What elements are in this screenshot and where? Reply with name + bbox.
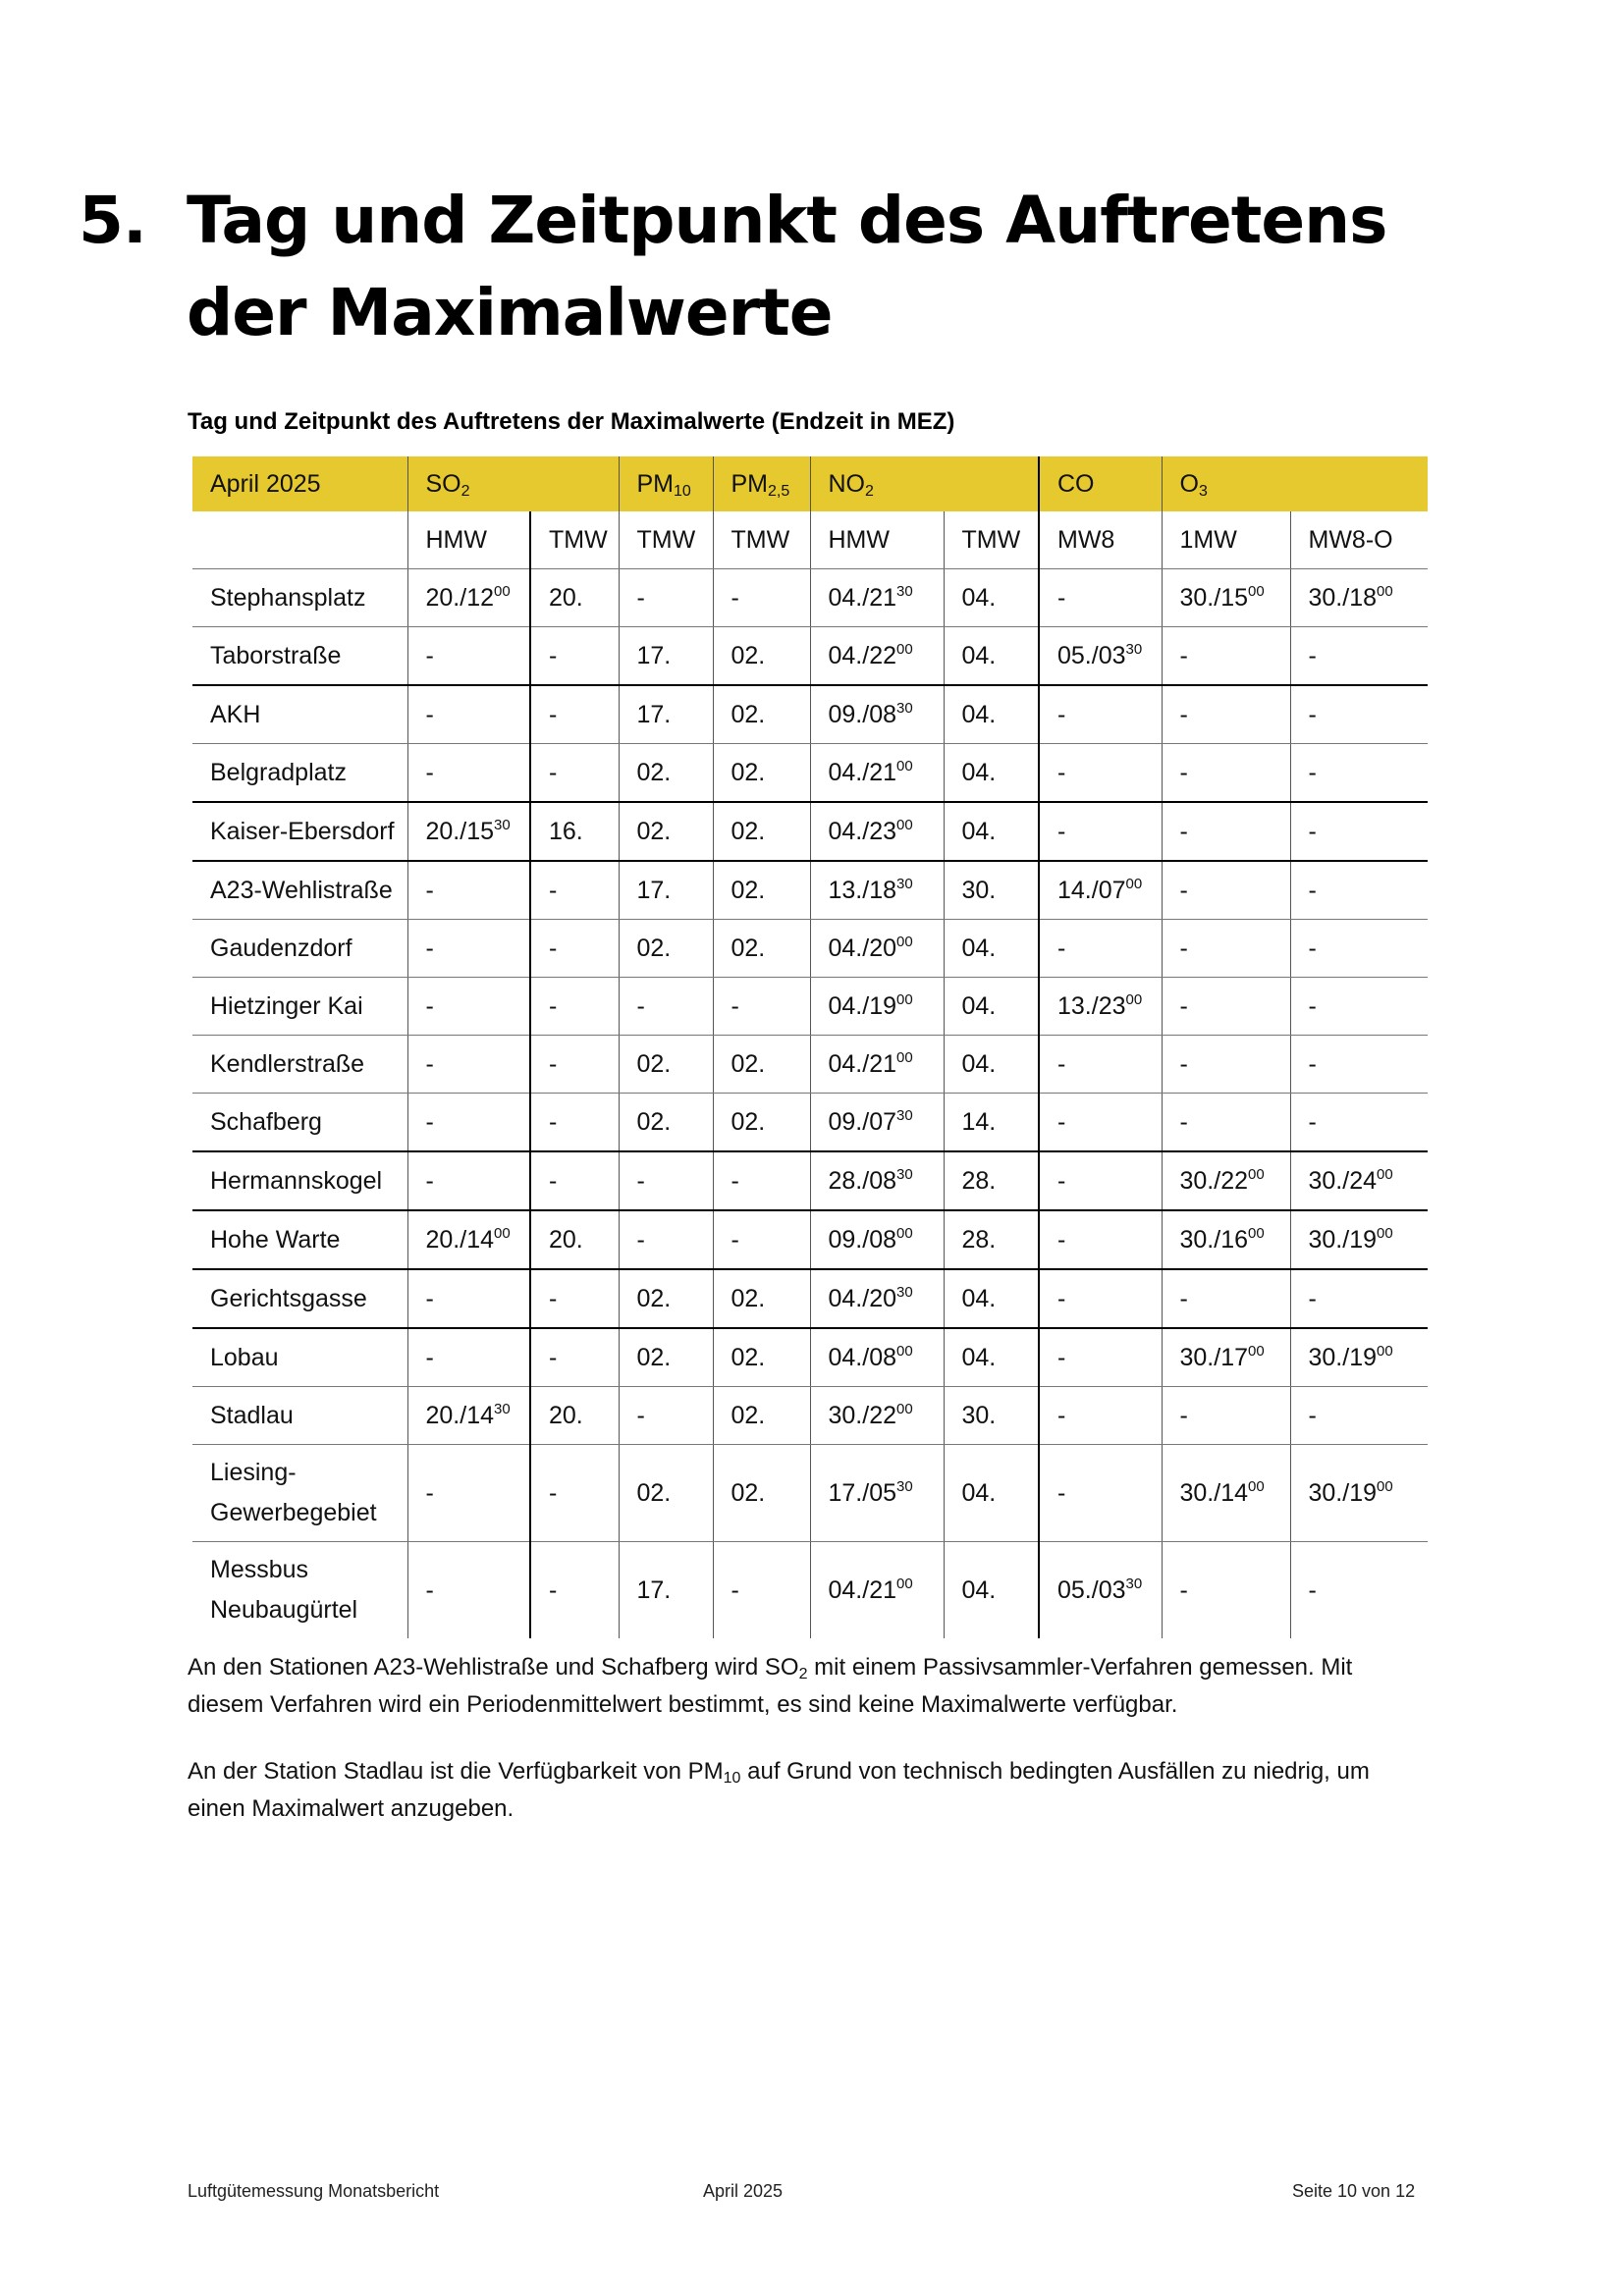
value-cell: $13./18^{30}$: [810, 861, 944, 920]
value-cell: -: [619, 1387, 713, 1445]
table-row: [192, 1151, 1428, 1210]
value-cell: -: [1039, 1210, 1162, 1269]
value-cell: $30./19^{00}$: [1290, 1328, 1428, 1387]
value-cell: $04./22^{00}$: [810, 627, 944, 686]
table-row: [192, 1387, 1428, 1445]
value-cell: 02.: [713, 802, 810, 861]
value-cell: 04.: [944, 1036, 1039, 1094]
value-cell: -: [1290, 1269, 1428, 1328]
value-cell: -: [407, 1151, 530, 1210]
measure-header: TMW: [530, 511, 619, 569]
value-cell: -: [1290, 744, 1428, 803]
table-row: [192, 627, 1428, 686]
pollutant-header-so2: $SO_2$: [407, 456, 619, 511]
value-cell: -: [530, 1269, 619, 1328]
station-name: Hermannskogel: [192, 1151, 407, 1210]
value-cell: -: [530, 1445, 619, 1542]
pollutant-header-row: [192, 456, 1428, 511]
value-cell: -: [407, 1036, 530, 1094]
table-row: [192, 1210, 1428, 1269]
value-cell: -: [530, 978, 619, 1036]
value-cell: -: [530, 1094, 619, 1152]
value-cell: -: [713, 978, 810, 1036]
value-cell: -: [530, 1542, 619, 1639]
value-cell: -: [407, 1542, 530, 1639]
value-cell: 28.: [944, 1151, 1039, 1210]
station-name: Schafberg: [192, 1094, 407, 1152]
value-cell: 02.: [713, 861, 810, 920]
value-cell: -: [1039, 1328, 1162, 1387]
empty-header-cell: [192, 511, 407, 569]
value-cell: 02.: [619, 920, 713, 978]
station-name: Stadlau: [192, 1387, 407, 1445]
note-paragraph-pm10: An der Station Stadlau ist die Verfügbarkeit von $PM_{10}$ auf Grund von technisch bedingten Ausfällen zu niedrig, um einen Maximalwert anzugeben.: [188, 1758, 1370, 1822]
value-cell: 16.: [530, 802, 619, 861]
value-cell: 02.: [713, 1387, 810, 1445]
value-cell: -: [407, 920, 530, 978]
value-cell: $28./08^{30}$: [810, 1151, 944, 1210]
value-cell: 02.: [619, 744, 713, 803]
value-cell: -: [1039, 1387, 1162, 1445]
value-cell: -: [1162, 861, 1290, 920]
footer-page-number: Seite 10 von 12: [1292, 2181, 1416, 2201]
value-cell: $04./21^{00}$: [810, 744, 944, 803]
value-cell: 02.: [619, 1094, 713, 1152]
value-cell: -: [407, 1094, 530, 1152]
value-cell: -: [713, 1210, 810, 1269]
value-cell: 04.: [944, 1328, 1039, 1387]
value-cell: $30./15^{00}$: [1162, 569, 1290, 627]
value-cell: 04.: [944, 1542, 1039, 1639]
station-name: Liesing-Gewerbegebiet: [192, 1445, 407, 1542]
value-cell: -: [1290, 861, 1428, 920]
value-cell: -: [1290, 978, 1428, 1036]
section-number: 5.: [79, 183, 146, 258]
value-cell: 14.: [944, 1094, 1039, 1152]
value-cell: $30./17^{00}$: [1162, 1328, 1290, 1387]
value-cell: -: [530, 1036, 619, 1094]
table-row: [192, 920, 1428, 978]
value-cell: -: [1162, 685, 1290, 744]
value-cell: -: [1290, 802, 1428, 861]
section-title: Tag und Zeitpunkt des Auftretens der Maximalwerte: [187, 183, 1387, 350]
value-cell: 02.: [713, 744, 810, 803]
value-cell: 02.: [713, 1328, 810, 1387]
pollutant-header-pm25: $PM_{2,5}$: [713, 456, 810, 511]
value-cell: -: [1290, 1094, 1428, 1152]
pollutant-header-pm10: $PM_{10}$: [619, 456, 713, 511]
value-cell: $30./22^{00}$: [1162, 1151, 1290, 1210]
value-cell: -: [1162, 627, 1290, 686]
value-cell: 02.: [713, 685, 810, 744]
value-cell: -: [1039, 1094, 1162, 1152]
value-cell: 20.: [530, 1387, 619, 1445]
value-cell: $04./20^{30}$: [810, 1269, 944, 1328]
value-cell: -: [1039, 802, 1162, 861]
value-cell: -: [713, 1151, 810, 1210]
value-cell: -: [619, 1210, 713, 1269]
measure-header: MW8: [1039, 511, 1162, 569]
value-cell: -: [1039, 920, 1162, 978]
value-cell: -: [407, 1445, 530, 1542]
value-cell: -: [1290, 627, 1428, 686]
value-cell: -: [619, 569, 713, 627]
value-cell: 04.: [944, 685, 1039, 744]
measure-header-row: [192, 511, 1428, 569]
value-cell: 30.: [944, 1387, 1039, 1445]
value-cell: -: [407, 861, 530, 920]
value-cell: -: [1039, 1036, 1162, 1094]
value-cell: -: [1039, 1269, 1162, 1328]
value-cell: $30./19^{00}$: [1290, 1445, 1428, 1542]
table-row: [192, 802, 1428, 861]
value-cell: -: [1162, 1387, 1290, 1445]
value-cell: 17.: [619, 1542, 713, 1639]
value-cell: $04./23^{00}$: [810, 802, 944, 861]
table-row: [192, 1094, 1428, 1152]
value-cell: -: [1290, 685, 1428, 744]
value-cell: -: [530, 861, 619, 920]
table-caption: Tag und Zeitpunkt des Auftretens der Maximalwerte (Endzeit in MEZ): [188, 408, 955, 435]
value-cell: 02.: [619, 1445, 713, 1542]
pollutant-header-co: CO: [1039, 456, 1162, 511]
value-cell: -: [619, 978, 713, 1036]
table-body: [192, 569, 1428, 1639]
measure-header: TMW: [619, 511, 713, 569]
value-cell: -: [713, 569, 810, 627]
value-cell: -: [1039, 1445, 1162, 1542]
value-cell: $04./21^{00}$: [810, 1542, 944, 1639]
value-cell: 04.: [944, 978, 1039, 1036]
value-cell: $20./14^{00}$: [407, 1210, 530, 1269]
value-cell: $30./24^{00}$: [1290, 1151, 1428, 1210]
pollutant-header-no2: $NO_2$: [810, 456, 1039, 511]
value-cell: -: [530, 1328, 619, 1387]
value-cell: -: [619, 1151, 713, 1210]
value-cell: 17.: [619, 627, 713, 686]
station-name: Hohe Warte: [192, 1210, 407, 1269]
value-cell: -: [1162, 802, 1290, 861]
value-cell: $30./19^{00}$: [1290, 1210, 1428, 1269]
value-cell: -: [407, 1269, 530, 1328]
value-cell: $05./03^{30}$: [1039, 627, 1162, 686]
value-cell: 02.: [713, 920, 810, 978]
value-cell: 02.: [619, 1328, 713, 1387]
value-cell: 20.: [530, 569, 619, 627]
value-cell: -: [530, 744, 619, 803]
value-cell: 20.: [530, 1210, 619, 1269]
table-row: [192, 1542, 1428, 1639]
value-cell: -: [407, 627, 530, 686]
value-cell: 17.: [619, 861, 713, 920]
value-cell: 28.: [944, 1210, 1039, 1269]
value-cell: 04.: [944, 569, 1039, 627]
value-cell: -: [1039, 569, 1162, 627]
station-name: Messbus Neubaugürtel: [210, 1556, 358, 1624]
value-cell: -: [1162, 744, 1290, 803]
value-cell: -: [1039, 744, 1162, 803]
footer-month: April 2025: [703, 2181, 784, 2201]
value-cell: $30./22^{00}$: [810, 1387, 944, 1445]
value-cell: $30./16^{00}$: [1162, 1210, 1290, 1269]
value-cell: -: [1290, 1036, 1428, 1094]
note-paragraph-so2: An den Stationen A23-Wehlistraße und Schafberg wird $SO_2$ mit einem Passivsammler-Verfahren gemessen. Mit diesem Verfahren wird ein Periodenmittelwert bestimmt, es sind keine Maximalwerte verfügbar.: [188, 1654, 1353, 1718]
value-cell: 02.: [713, 1036, 810, 1094]
station-name: Hietzinger Kai: [192, 978, 407, 1036]
value-cell: $20./12^{00}$: [407, 569, 530, 627]
pollutant-header-o3: $O_3$: [1162, 456, 1428, 511]
station-name: Kendlerstraße: [192, 1036, 407, 1094]
value-cell: 02.: [713, 1269, 810, 1328]
table-row: [192, 861, 1428, 920]
value-cell: $04./19^{00}$: [810, 978, 944, 1036]
value-cell: 04.: [944, 744, 1039, 803]
measure-header: 1MW: [1162, 511, 1290, 569]
station-name: Taborstraße: [192, 627, 407, 686]
table-row: [192, 1445, 1428, 1542]
value-cell: 02.: [619, 802, 713, 861]
measure-header: HMW: [407, 511, 530, 569]
maxima-table: [192, 456, 1428, 1638]
station-name: Gaudenzdorf: [192, 920, 407, 978]
value-cell: $20./14^{30}$: [407, 1387, 530, 1445]
value-cell: -: [1162, 1542, 1290, 1639]
value-cell: -: [407, 1328, 530, 1387]
value-cell: -: [1290, 920, 1428, 978]
table-row: [192, 1269, 1428, 1328]
value-cell: $04./20^{00}$: [810, 920, 944, 978]
value-cell: -: [1162, 920, 1290, 978]
value-cell: $04./21^{30}$: [810, 569, 944, 627]
table-row: [192, 978, 1428, 1036]
value-cell: $09./08^{00}$: [810, 1210, 944, 1269]
footer-report-name: Luftgütemessung Monatsbericht: [188, 2181, 440, 2201]
table-row: [192, 569, 1428, 627]
value-cell: -: [1162, 1269, 1290, 1328]
value-cell: $04./08^{00}$: [810, 1328, 944, 1387]
measure-header: MW8-O: [1290, 511, 1428, 569]
value-cell: $05./03^{30}$: [1039, 1542, 1162, 1639]
value-cell: 04.: [944, 802, 1039, 861]
value-cell: -: [1290, 1542, 1428, 1639]
value-cell: -: [1039, 685, 1162, 744]
measure-header: TMW: [944, 511, 1039, 569]
value-cell: $04./21^{00}$: [810, 1036, 944, 1094]
value-cell: $30./14^{00}$: [1162, 1445, 1290, 1542]
station-name: AKH: [192, 685, 407, 744]
value-cell: 04.: [944, 920, 1039, 978]
value-cell: 02.: [713, 1094, 810, 1152]
measure-header: HMW: [810, 511, 944, 569]
table-row: [192, 685, 1428, 744]
station-name: Stephansplatz: [192, 569, 407, 627]
value-cell: 17.: [619, 685, 713, 744]
value-cell: -: [407, 685, 530, 744]
value-cell: $20./15^{30}$: [407, 802, 530, 861]
station-name: Belgradplatz: [192, 744, 407, 803]
value-cell: -: [530, 685, 619, 744]
station-name: Lobau: [192, 1328, 407, 1387]
table-row: [192, 744, 1428, 803]
measure-header: TMW: [713, 511, 810, 569]
value-cell: $09./07^{30}$: [810, 1094, 944, 1152]
table-row: [192, 1036, 1428, 1094]
value-cell: -: [713, 1542, 810, 1639]
station-name: Gerichtsgasse: [192, 1269, 407, 1328]
value-cell: 02.: [619, 1036, 713, 1094]
value-cell: 04.: [944, 1269, 1039, 1328]
value-cell: $30./18^{00}$: [1290, 569, 1428, 627]
value-cell: -: [530, 627, 619, 686]
station-name: Kaiser-Ebersdorf: [192, 802, 407, 861]
table-row: [192, 1328, 1428, 1387]
value-cell: 04.: [944, 1445, 1039, 1542]
value-cell: $14./07^{00}$: [1039, 861, 1162, 920]
month-label: April 2025: [192, 456, 407, 511]
value-cell: 02.: [713, 1445, 810, 1542]
value-cell: -: [1162, 1094, 1290, 1152]
value-cell: -: [1162, 978, 1290, 1036]
station-name: A23-Wehlistraße: [192, 861, 407, 920]
value-cell: $17./05^{30}$: [810, 1445, 944, 1542]
value-cell: -: [1290, 1387, 1428, 1445]
value-cell: $13./23^{00}$: [1039, 978, 1162, 1036]
value-cell: -: [530, 920, 619, 978]
value-cell: -: [407, 744, 530, 803]
value-cell: -: [1039, 1151, 1162, 1210]
value-cell: 02.: [619, 1269, 713, 1328]
value-cell: -: [530, 1151, 619, 1210]
value-cell: $09./08^{30}$: [810, 685, 944, 744]
value-cell: 04.: [944, 627, 1039, 686]
value-cell: 02.: [713, 627, 810, 686]
value-cell: -: [1162, 1036, 1290, 1094]
value-cell: -: [407, 978, 530, 1036]
value-cell: 30.: [944, 861, 1039, 920]
